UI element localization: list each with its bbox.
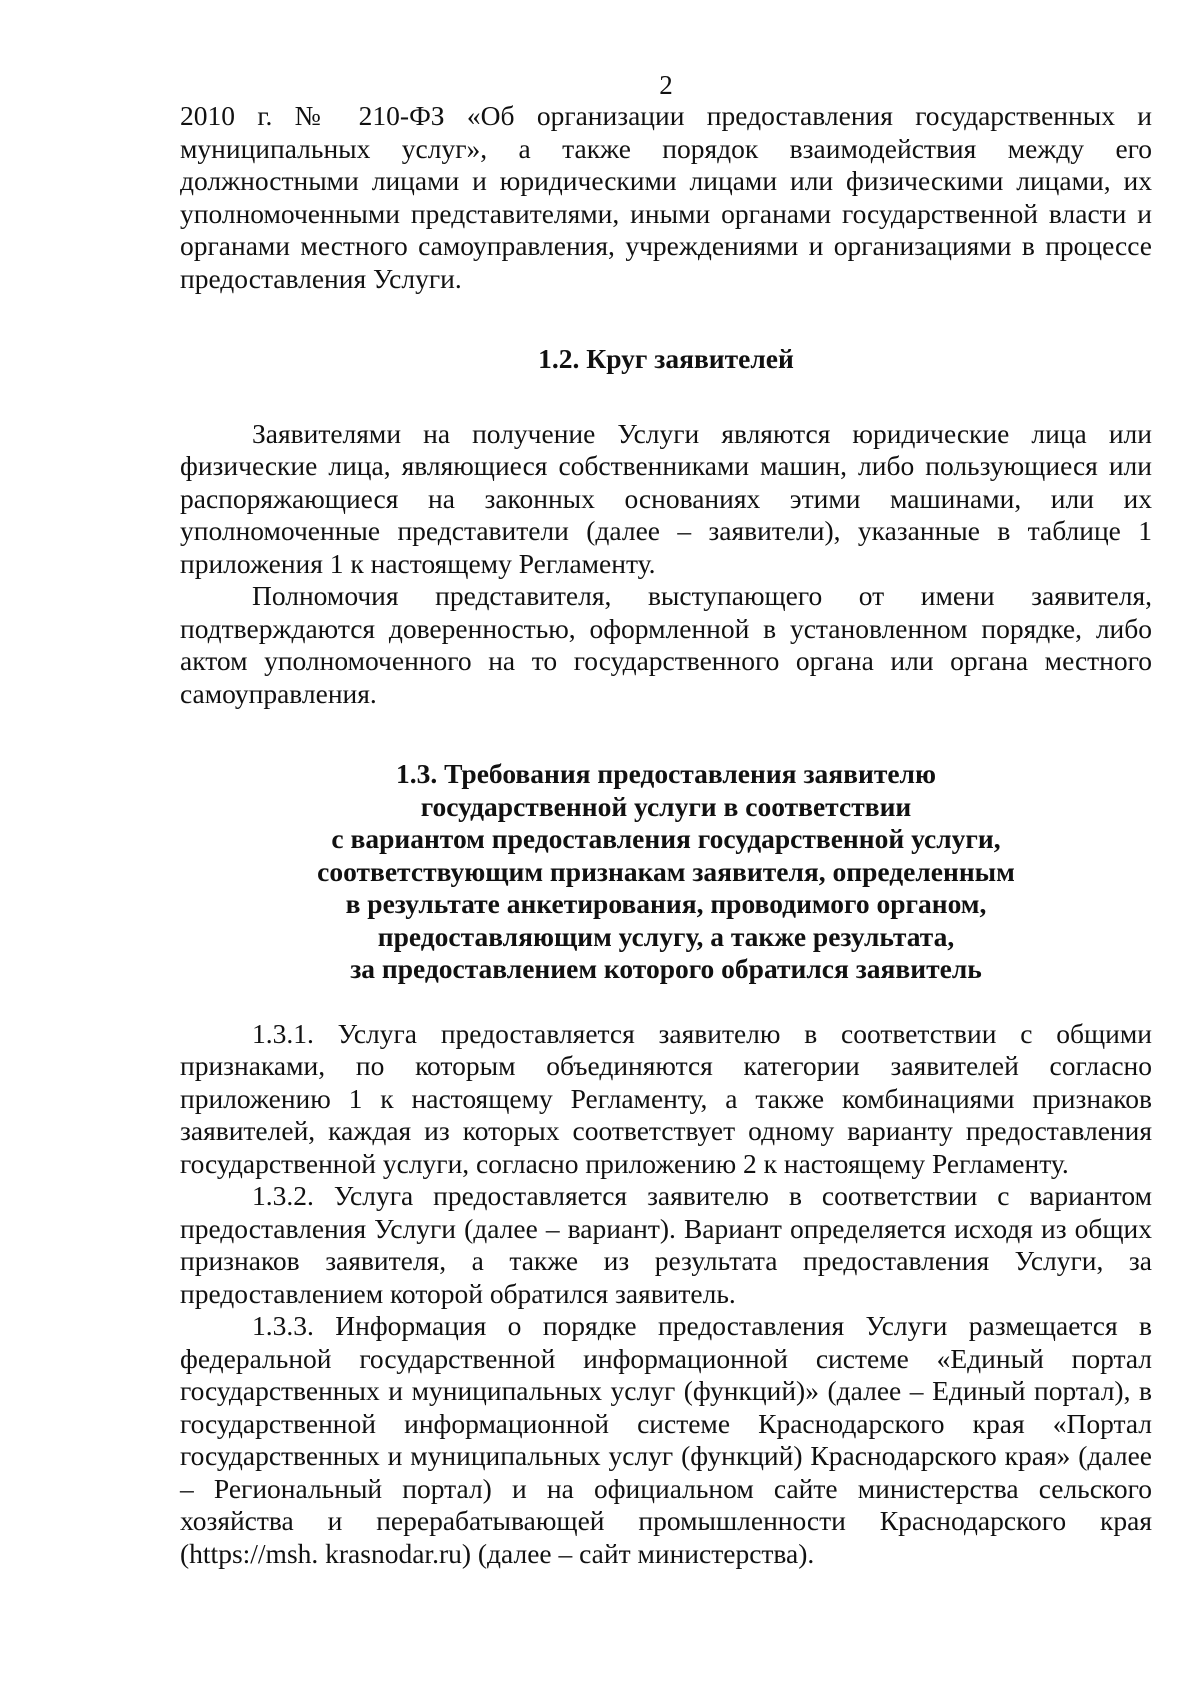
section-1-3-heading-line: за предоставлением которого обратился заявитель bbox=[350, 953, 982, 984]
section-1-2-heading: 1.2. Круг заявителей bbox=[538, 343, 794, 374]
section-1-3-3-paragraph: 1.3.3. Информация о порядке предоставления Услуги размещается в федеральной государственной информационной системе «Единый портал государственных и муниципальных услуг (функций)» (далее – Единый портал), в государственной информационной системе Краснодарского края «Портал государственных и муниципальных услуг (функций) Краснодарского края» (далее – Региональный портал) и на официальном сайте министерства сельского хозяйства и перерабатывающей промышленности Краснодарского края (https://msh. krasnodar.ru) (далее – сайт министерства). bbox=[180, 1310, 1152, 1569]
intro-paragraph: 2010 г. № 210-ФЗ «Об организации предоставления государственных и муниципальных услуг», а также порядок взаимодействия между его должностными лицами и юридическими лицами или физическими лицами, их уполномоченными представителями, иными органами государственной власти и органами местного самоуправления, учреждениями и организациями в процессе предоставления Услуги. bbox=[180, 100, 1152, 294]
document-page bbox=[180, 70, 1152, 1570]
section-1-3-heading-line: в результате анкетирования, проводимого органом, bbox=[345, 888, 987, 919]
section-1-3-heading-line: государственной услуги в соответствии bbox=[420, 790, 912, 822]
section-1-3-2-paragraph: 1.3.2. Услуга предоставляется заявителю в соответствии с вариантом предоставления Услуги (далее – вариант). Вариант определяется исходя из общих признаков заявителя, а также из результата предоставления Услуги, за предоставлением которой обратился заявитель. bbox=[180, 1180, 1152, 1309]
section-1-3-heading-line: 1.3. Требования предоставления заявителю bbox=[396, 758, 936, 789]
section-1-3-heading-line: с вариантом предоставления государственной услуги, bbox=[331, 823, 1001, 854]
section-1-2-paragraph-2: Полномочия представителя, выступающего от имени заявителя, подтверждаются доверенностью, оформленной в установленном порядке, либо актом уполномоченного на то государственного органа или органа местного самоуправления. bbox=[180, 580, 1152, 709]
section-1-2-paragraph-1: Заявителями на получение Услуги являются юридические лица или физические лица, являющиеся собственниками машин, либо пользующиеся или распоряжающиеся на законных основаниях этими машинами, или их уполномоченные представители (далее – заявители), указанные в таблице 1 приложения 1 к настоящему Регламенту. bbox=[180, 417, 1152, 579]
section-1-3-heading bbox=[180, 758, 1152, 986]
section-1-3-1-paragraph: 1.3.1. Услуга предоставляется заявителю в соответствии с общими признаками, по которым объединяются категории заявителей согласно приложению 1 к настоящему Регламенту, а также комбинациями признаков заявителей, каждая из которых соответствует одному варианту предоставления государственной услуги, согласно приложению 2 к настоящему Регламенту. bbox=[180, 1017, 1152, 1179]
section-1-3-heading-line: соответствующим признакам заявителя, определенным bbox=[317, 855, 1015, 887]
section-1-3-heading-line: предоставляющим услугу, а также результата, bbox=[377, 920, 955, 952]
page-number: 2 bbox=[659, 70, 673, 100]
